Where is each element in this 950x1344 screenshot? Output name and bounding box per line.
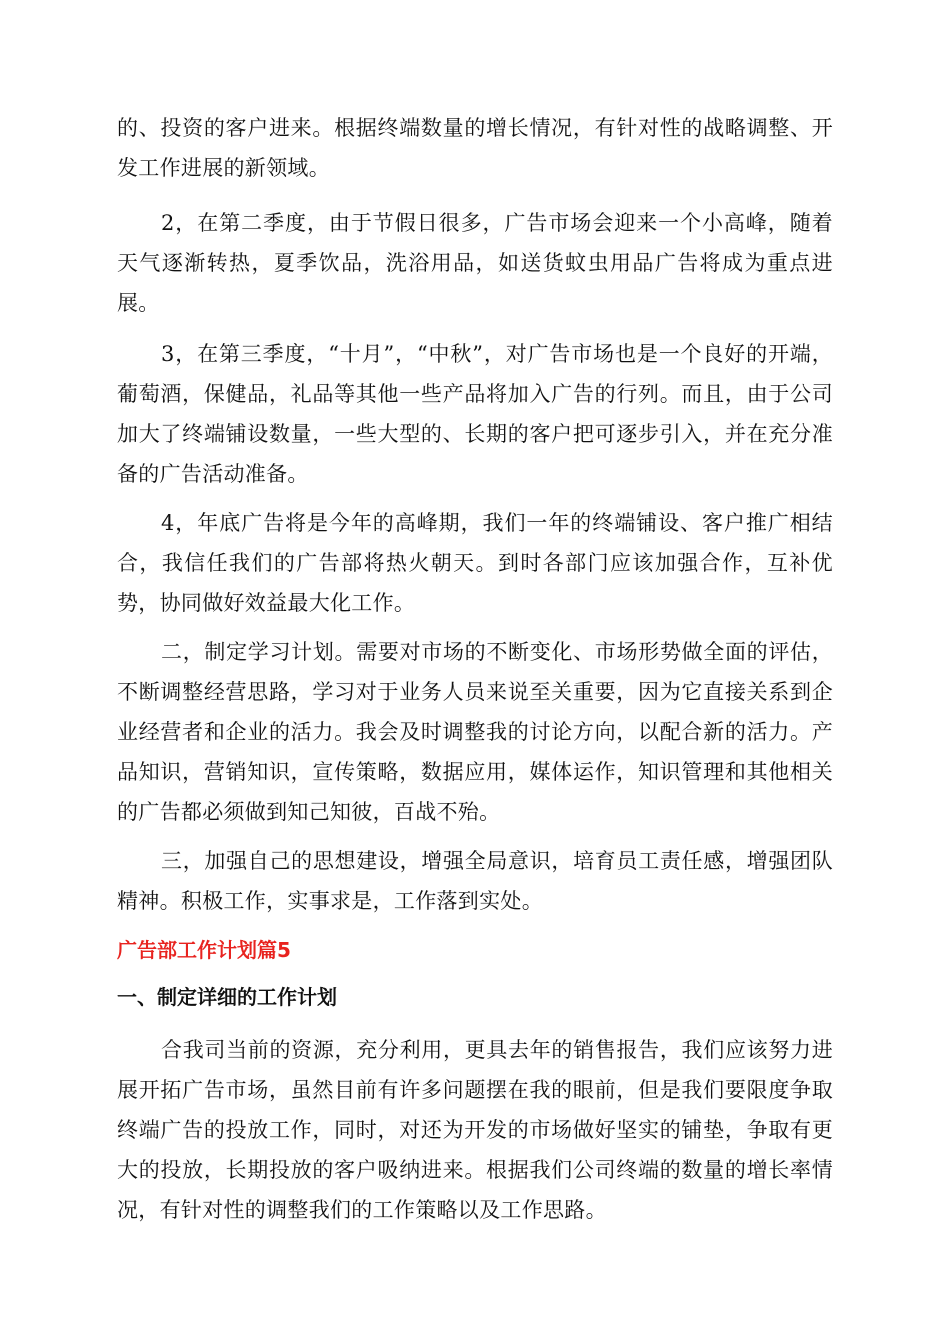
paragraph-q3: 3，在第三季度，“十月”，“中秋”，对广告市场也是一个良好的开端，葡萄酒，保健品，礼品等其他一些产品将加入广告的行列。而且，由于公司加大了终端铺设数量，一些大型的、长期的客户把可逐步引入，并在充分准备的广告活动准备。 — [117, 342, 833, 486]
paragraph-year-end: 4，年底广告将是今年的高峰期，我们一年的终端铺设、客户推广相结合，我信任我们的广告部将热火朝天。到时各部门应该加强合作，互补优势，协同做好效益最大化工作。 — [117, 511, 833, 615]
paragraph-plan-detail: 合我司当前的资源，充分利用，更具去年的销售报告，我们应该努力进展开拓广告市场，虽然目前有许多问题摆在我的眼前，但是我们要限度争取终端广告的投放工作，同时，对还为开发的市场做好坚实的铺垫，争取有更大的投放，长期投放的客户吸纳进来。根据我们公司终端的数量的增长率情况，有针对性的调整我们的工作策略以及工作思路。 — [117, 1038, 833, 1222]
paragraph-study-plan: 二，制定学习计划。需要对市场的不断变化、市场形势做全面的评估，不断调整经营思路，学习对于业务人员来说至关重要，因为它直接关系到企业经营者和企业的活力。我会及时调整我的讨论方向，以配合新的活力。产品知识，营销知识，宣传策略，数据应用，媒体运作，知识管理和其他相关的广告都必须做到知己知彼，百战不殆。 — [117, 640, 833, 824]
paragraph-ideology: 三，加强自己的思想建设，增强全局意识，培育员工责任感，增强团队精神。积极工作，实事求是，工作落到实处。 — [117, 849, 833, 913]
paragraph-continuation: 的、投资的客户进来。根据终端数量的增长情况，有针对性的战略调整、开发工作进展的新领域。 — [117, 116, 833, 180]
paragraph-q2: 2，在第二季度，由于节假日很多，广告市场会迎来一个小高峰，随着天气逐渐转热，夏季饮品，洗浴用品，如送货蚊虫用品广告将成为重点进展。 — [117, 211, 833, 315]
subsection-title: 一、制定详细的工作计划 — [117, 985, 337, 1009]
section-title: 广告部工作计划篇5 — [117, 938, 291, 962]
